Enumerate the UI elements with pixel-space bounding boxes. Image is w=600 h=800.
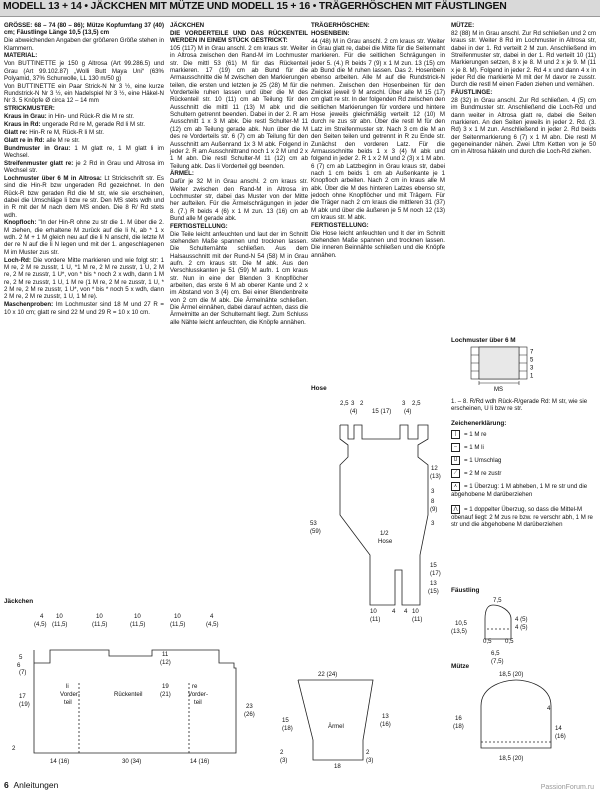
paragraph bbox=[451, 97, 596, 156]
diagram-label: Hose bbox=[378, 538, 393, 545]
diagram-label: 14 (16) bbox=[190, 758, 210, 765]
body-text: Dafür je 32 M in Grau anschl. 2 cm kraus str. Weiter zwischen den Rand-M in Altrosa im Lochmuster str, dabei das Muster von der Mitte her aufteilen. Für die Ärmelschrägungen in jeder 8. (7.) R beids 4 (6) x 1 M zun. 13 (16) cm ab Bund alle M gerade abk. bbox=[170, 178, 308, 222]
lochmuster-note: 1. – 8. R/Rd wdh Rück-R/gerade Rd: M str, wie sie erscheinen, U li bzw re str. bbox=[451, 398, 588, 413]
legend-title: Zeichenerklärung: bbox=[451, 420, 507, 427]
body-text: Im Lochmuster sind 18 M und 27 R = 10 x 10 cm; glatt re sind 22 M und 29 R = 10 x 10 cm. bbox=[4, 301, 164, 316]
page-footer bbox=[4, 780, 58, 790]
paragraph bbox=[170, 22, 308, 29]
diagram-label: re bbox=[192, 683, 198, 690]
paragraph bbox=[4, 257, 164, 301]
diagram-label: 2 bbox=[360, 400, 364, 407]
diagram-label: teil bbox=[194, 699, 202, 706]
bold-lead: Bundmuster in Grau: bbox=[4, 144, 71, 152]
diagram-label: 18,5 (20) bbox=[499, 755, 524, 762]
diagram-label: 4 (5) bbox=[515, 616, 528, 623]
bold-lead: TRÄGERHÖSCHEN: bbox=[311, 22, 370, 29]
legend-item bbox=[451, 482, 596, 498]
paragraph bbox=[451, 89, 596, 96]
diagram-label: (4) bbox=[404, 408, 412, 415]
diagram-label: 5 bbox=[19, 654, 23, 661]
legend-symbol-icon: – bbox=[451, 443, 460, 452]
diagram-label: 18 bbox=[334, 763, 341, 770]
diagram-label: (13,5) bbox=[451, 628, 467, 635]
diagram-label: (13) bbox=[430, 473, 441, 480]
aermel-diagram bbox=[278, 670, 418, 770]
paragraph bbox=[4, 113, 164, 120]
body-text: alle M re str. bbox=[44, 136, 80, 144]
diagram-label: (59) bbox=[310, 528, 321, 535]
diagram-label: 10 bbox=[96, 613, 103, 620]
diagram-label: li bbox=[66, 683, 69, 690]
diagram-label: (11,5) bbox=[52, 621, 68, 628]
legend-text: = 1 doppelter Überzug, so dass die Mittel-M obenauf liegt: 2 M zus re bzw. re verschr abh, 1 M re str und die abgehobene M darüberziehen bbox=[451, 506, 593, 529]
diagram-label: (17) bbox=[430, 570, 441, 577]
body-text: Hin-R re M, Rück-R li M str. bbox=[27, 128, 104, 136]
bold-lead: Maschenproben: bbox=[4, 301, 54, 309]
paragraph bbox=[311, 230, 445, 259]
jaeckchen-diagram bbox=[4, 608, 274, 768]
diagram-label: (9) bbox=[430, 506, 438, 513]
diagram-label: 53 bbox=[310, 520, 317, 527]
body-text: je 2 Rd in Grau und Altrosa im Wechsel str. bbox=[4, 159, 164, 175]
paragraph bbox=[451, 30, 596, 89]
page-title: MODELL 13 + 14 • JÄCKCHEN MIT MÜTZE UND MODELL 15 + 16 • TRÄGERHÖSCHEN MIT FÄUSTLINGEN bbox=[3, 1, 507, 12]
paragraph bbox=[4, 60, 164, 82]
legend-symbol-icon: ⋀ bbox=[451, 505, 460, 514]
diagram-label: 3 bbox=[431, 520, 435, 527]
legend-symbol-icon: U bbox=[451, 456, 460, 465]
bold-lead: ÄRMEL: bbox=[170, 170, 194, 178]
lochmuster-title: Lochmuster über 6 M bbox=[451, 337, 516, 344]
paragraph bbox=[4, 145, 164, 160]
legend-text: = 1 Umschlag bbox=[464, 457, 502, 465]
paragraph bbox=[4, 121, 164, 128]
paragraph bbox=[4, 83, 164, 105]
paragraph bbox=[4, 37, 164, 52]
body-text: Die vordere Mitte markieren und wie folgt str: 1 M re, 2 M re zusstr, 1 U, *1 M re, 2 M re zusstr, 1 U, 2 M re, 2 M re zusstr, 1 U*, von * bis * noch 2 x wdh, dann 1 M re, 2 M re zusstr, 1 U, 1 M re (1 M re, 2 M re zusstr, 1 U, * 2 M re, 2 M re zusstr, 1 U*, von * bis * noch 5 x wdh, dann 2 M re, 2 M re zusstr, 1 U, 1 M re). bbox=[4, 256, 164, 301]
paragraph bbox=[4, 160, 164, 175]
diagram-label: (11,5) bbox=[92, 621, 108, 628]
bold-lead: Glatt re: bbox=[4, 128, 28, 136]
body-text: Von BUTTINETTE je 150 g Altrosa (Art 99.286.5) und Grau (Art 99.102.87) „Wolli Butt Maya Uni“ (63% Polyamid, 37% Schurwolle, LL 130 m/50 g) bbox=[4, 60, 164, 82]
lochmuster-row-3: 3 bbox=[530, 365, 534, 372]
paragraph bbox=[170, 170, 308, 177]
diagram-label: (4) bbox=[350, 408, 358, 415]
paragraph bbox=[311, 30, 445, 37]
diagram-label: 0,5 bbox=[505, 638, 514, 645]
diagram-label: 18,5 (20) bbox=[499, 671, 524, 678]
bold-lead: Lochmuster über 6 M in Altrosa: bbox=[4, 174, 102, 182]
column-4 bbox=[451, 22, 596, 156]
diagram-label: 3 bbox=[402, 400, 406, 407]
bold-lead: JÄCKCHEN bbox=[170, 22, 205, 29]
body-text: 28 (32) in Grau anschl. Zur Rd schließen. 4 (5) cm im Bundmuster str. Anschließend die Loch-Rd und dann weiter in Altrosa glatt re, dabei die Seiten markieren. An den Seiten jeweils in jeder 2. Rd. (3. Rd) 3 x 1 M zun. Anschließend in jeder 2. Rd beids der Seitenmarkierung 6 (7) x 1 M abn. Die restl M gegeneinander nähen. Zwei Lftm Ketten von je 50 cm in Altrosa häkeln und durch die Loch-Rd ziehen. bbox=[451, 96, 596, 156]
bold-lead: MÜTZE: bbox=[451, 22, 475, 29]
paragraph bbox=[170, 178, 308, 222]
diagram-label: 3 bbox=[431, 488, 435, 495]
paragraph bbox=[451, 22, 596, 29]
diagram-label: 19 bbox=[162, 683, 169, 690]
diagram-label: 13 bbox=[430, 580, 437, 587]
diagram-label: (18) bbox=[453, 723, 464, 730]
diagram-label: 0,5 bbox=[483, 638, 492, 645]
diagram-label: 15 bbox=[430, 562, 437, 569]
diagram-label: Vorder- bbox=[60, 691, 80, 698]
diagram-label: 3 bbox=[351, 400, 355, 407]
diagram-label: 2 bbox=[280, 749, 284, 756]
diagram-label: 4 bbox=[40, 613, 44, 620]
diagram-label: 10 bbox=[412, 608, 419, 615]
legend-item bbox=[451, 469, 596, 478]
body-text: 82 (88) M in Grau anschl. Zur Rd schließen und 2 cm kraus str. Weiter 8 Rd im Lochmuster in Altrosa str, dabei in der 1. Rd verteilt 2 M zun. Anschließend im Streifenmuster str, dabei in der 1. Rd verteilt 10 (11) Markierungen setzen, 8 x je 8. M und 2 x je 9. M (11 x je 8. M). Folgend in jeder 2. Rd 4 x und dann 4 x in jeder Rd die markierte M mit der M davor re zusstr. Durch die restl M einen Faden ziehen und vernähen. bbox=[451, 29, 596, 89]
diagram-label: 4 bbox=[210, 613, 214, 620]
diagram-label: Ärmel bbox=[328, 723, 344, 730]
diagram-label: 14 (16) bbox=[50, 758, 70, 765]
body-text: "In der Hin-R ohne zu str die 1. M über die 2. M ziehen, die erhaltene M zurück auf die li N, ab * 1 x wdh. 2 M + 1 M gleich neu auf die li N anschl, die letzte M der re N auf die li N legen und mit der 1. angeschlagenen M im Muster zus str. bbox=[4, 219, 164, 256]
diagram-label: 6 bbox=[17, 662, 21, 669]
diagram-label: 10 bbox=[370, 608, 377, 615]
bold-lead: Kraus in Rd: bbox=[4, 120, 41, 128]
paragraph bbox=[311, 22, 445, 29]
diagram-label: (16) bbox=[380, 721, 391, 728]
bold-lead: Kraus in Grau: bbox=[4, 113, 47, 121]
bold-lead: FERTIGSTELLUNG: bbox=[170, 222, 228, 230]
diagram-label: 23 bbox=[246, 703, 253, 710]
paragraph bbox=[4, 22, 164, 37]
legend-text: = 2 M re zustr bbox=[464, 470, 502, 478]
diagram-label: (3) bbox=[280, 757, 288, 764]
diagram-label: 8 bbox=[431, 498, 435, 505]
diagram-label: 11 bbox=[162, 651, 169, 658]
diagram-label: 6,5 bbox=[491, 650, 500, 657]
lochmuster-row-1: 1 bbox=[530, 373, 534, 380]
muetze-diagram bbox=[451, 670, 596, 775]
diagram-label: (19) bbox=[19, 701, 30, 708]
legend-symbol-icon: ⋏ bbox=[451, 482, 460, 491]
bold-lead: GRÖSSE: 68 – 74 (80 – 86); Mütze Kopfumfang 37 (40) cm; Fäustlinge Länge 10,5 (13,5) cm bbox=[4, 22, 164, 37]
diagram-label: (4,5) bbox=[34, 621, 47, 628]
column-2 bbox=[170, 22, 308, 327]
diagram-label: 15 (17) bbox=[372, 408, 392, 415]
legend-item bbox=[451, 505, 596, 529]
diagram-label: 10,5 bbox=[455, 620, 467, 627]
bold-lead: FÄUSTLINGE: bbox=[451, 89, 493, 97]
legend-text: = 1 Überzug: 1 M abheben, 1 M re str und die abgehobene M darüberziehen bbox=[451, 483, 588, 498]
diagram-label: 30 (34) bbox=[122, 758, 142, 765]
lochmuster-row-5: 5 bbox=[530, 357, 534, 364]
diagram-label: 2,5 bbox=[340, 400, 349, 407]
lochmuster-row-7: 7 bbox=[530, 349, 534, 356]
lochmuster-ms: MS bbox=[494, 387, 503, 393]
diagram-label: (21) bbox=[160, 691, 171, 698]
bold-lead: Glatt re in Rd: bbox=[4, 136, 45, 144]
column-1 bbox=[4, 22, 164, 316]
diagram-label: (11,5) bbox=[170, 621, 186, 628]
diagram-label: Vorder- bbox=[188, 691, 208, 698]
legend-item bbox=[451, 456, 596, 465]
faeustling-title: Fäustling bbox=[451, 587, 480, 594]
diagram-label: 10 bbox=[56, 613, 63, 620]
paragraph bbox=[170, 45, 308, 170]
diagram-label: 1/2 bbox=[380, 530, 389, 537]
diagram-label: 7,5 bbox=[493, 597, 502, 604]
body-text: in Hin- und Rück-R die M re str. bbox=[46, 113, 135, 121]
bold-lead: Loch-Rd: bbox=[4, 256, 31, 264]
bold-lead: STRICKMUSTER: bbox=[4, 105, 55, 113]
diagram-label: 16 bbox=[455, 715, 462, 722]
body-text: 1 M glatt re, 1 M glatt li im Wechsel. bbox=[4, 144, 164, 159]
body-text: Die abweichenden Angaben der größeren Größe stehen in Klammern. bbox=[4, 37, 164, 52]
paragraph bbox=[170, 30, 308, 45]
jaeckchen-title: Jäckchen bbox=[4, 598, 34, 605]
hose-diagram bbox=[300, 395, 450, 640]
diagram-label: 15 bbox=[282, 717, 289, 724]
page-number: 6 bbox=[4, 780, 9, 790]
diagram-label: (18) bbox=[282, 725, 293, 732]
paragraph bbox=[4, 175, 164, 219]
legend-symbol-icon: | bbox=[451, 430, 460, 439]
paragraph bbox=[4, 137, 164, 144]
diagram-label: 17 bbox=[19, 693, 26, 700]
diagram-label: (7,5) bbox=[491, 658, 504, 665]
diagram-label: 14 bbox=[555, 725, 562, 732]
diagram-label: (16) bbox=[555, 733, 566, 740]
diagram-label: 13 bbox=[382, 713, 389, 720]
paragraph bbox=[170, 223, 308, 230]
diagram-label: 10 bbox=[134, 613, 141, 620]
diagram-label: 4 (5) bbox=[515, 624, 528, 631]
paragraph bbox=[4, 301, 164, 316]
diagram-label: (4,5) bbox=[206, 621, 219, 628]
legend-item bbox=[451, 443, 596, 452]
bold-lead: Knopfloch: bbox=[4, 219, 37, 227]
diagram-label: 22 (24) bbox=[318, 671, 338, 678]
faeustling-diagram bbox=[451, 595, 596, 665]
legend-text: = 1 M re bbox=[464, 431, 487, 439]
page-header bbox=[0, 0, 600, 17]
lochmuster-chart bbox=[451, 345, 541, 397]
body-text: Die Hose leicht anfeuchten und lt der im Schnitt stehenden Maße spannen und trocknen lassen. Die inneren Beinnähte schließen und die Knöpfe annähen. bbox=[311, 229, 445, 259]
watermark: PassionForum.ru bbox=[540, 784, 594, 791]
paragraph bbox=[311, 38, 445, 222]
diagram-label: (3) bbox=[366, 757, 374, 764]
muetze-title: Mütze bbox=[451, 663, 470, 670]
legend-item bbox=[451, 430, 596, 439]
bold-lead: MATERIAL: bbox=[4, 52, 38, 60]
diagram-label: 2,5 bbox=[412, 400, 421, 407]
section-name: Anleitungen bbox=[13, 780, 59, 790]
legend-symbol-icon: ⟋ bbox=[451, 469, 460, 478]
hose-title: Hose bbox=[311, 385, 327, 392]
diagram-label: (15) bbox=[428, 588, 439, 595]
paragraph bbox=[4, 219, 164, 256]
body-text: ungerade Rd re M, gerade Rd li M str. bbox=[40, 120, 145, 128]
diagram-label: (26) bbox=[244, 711, 255, 718]
body-text: Lt Strickschrift str. Es sind die Hin-R bzw ungeraden Rd gezeichnet. In den Rück-R bzw geraden Rd die M str, wie sie erscheinen, dabei die Umschläge li bzw re str. Den MS stets wdh und in R mit der M nach dem MS enden. Die 8 R/ Rd stets wdh. bbox=[4, 174, 164, 219]
diagram-label: 4 bbox=[404, 608, 408, 615]
body-text: 44 (48) M in Grau anschl. 2 cm kraus str. Weiter in Grau glatt re, dabei die Mitte für die Seitennaht markieren. Für die seitlichen Schrägungen in jeder 5. (4.) R beids 7 (9) x 1 M zun. 13 (15) cm ab Bund die M ruhen lassen. Das 2. Hosenbein ebenso arbeiten. Alle M auf die Rundstrick-N nehmen. Zwischen den Hosenbeinen für den Zwickel jeweil 9 M anschl. Über alle M 15 (17) cm glatt re str. In der folgenden Rd zwischen den seitlichen Markierungen für vordere und hintere Hose jeweils gleichmäßig verteilt 12 (10) M durch re zus str abn. Über die restl M für den Latz im Streifenmuster str. Nach 3 cm die M an den Seiten teilen und getrennt in R zu Ende str. Zunächst den vorderen Latz. Für die Armausschnitte beids 1 x 3 (4) M abk und folgend in jeder 2. R 1 x 2 M und 2 (3) x 1 M abn. 6 (7) cm ab Latzbeginn in Grau kraus str, dabei nach 1 cm beids 1 cm ab Außenkante je 1 Knopfloch arbeiten. Nach 2 cm in kraus alle M abk. Über die M des hinteren Latzes ebenso str, jedoch ohne Knopflöcher und mit Trägern. Für die Träger nach 2 cm kraus die mittleren 31 (37) M abk und über die äußeren je 5 M noch 12 (13) cm kraus str. M abk. bbox=[311, 37, 445, 221]
paragraph bbox=[4, 105, 164, 112]
diagram-label: 10 bbox=[174, 613, 181, 620]
diagram-label: (11) bbox=[370, 616, 381, 623]
body-text: Die Teile leicht anfeuchten und laut der im Schnitt stehenden Maße spannen und trocknen lassen. Die Schulternähte schließen. Aus dem Halsausschnitt mit der Rund-N 54 (58) M in Grau aufn. 2 cm kraus str. Die M abk. Aus den Verschlusskanten je 51 (59) M aufn. 1 cm kraus str. Nun in eine der Blenden 3 Knopflöcher arbeiten, das erste 6 M ab oberer Kante und 2 x im Abstand von 3 (4) cm. Bei einer Blendenbreite von 2 cm die M abk. Die Ärmelnähte schließen. Die Ärmel einnähen, dabei darauf achten, dass die Ärmelmitte an der Schulternaht liegt. Zum Schluss alle Nähte leicht anfeuchten, die Knöpfe annähen. bbox=[170, 230, 308, 326]
paragraph bbox=[4, 129, 164, 136]
column-3 bbox=[311, 22, 445, 260]
paragraph bbox=[170, 231, 308, 326]
bold-lead: DIE VORDERTEILE UND DAS RÜCKENTEIL WERDEN IN EINEM STÜCK GESTRICKT: bbox=[170, 29, 308, 45]
diagram-label: 12 bbox=[431, 465, 438, 472]
diagram-label: 2 bbox=[366, 749, 370, 756]
body-text: 105 (117) M in Grau anschl. 2 cm kraus str. Weiter in Altrosa zwischen den Rand-M im Lochmuster str. Die mittl 53 (61) M für das Rückenteil markieren. 17 (19) cm ab Bund für die Armausschnitte die M zwischen den Markierungen teilen, die ersten und letzten je 25 (28) M für die Vorderteile ruhen lassen und über die M des Rückenteil str. 10 (11) cm ab Teilung für den Ausschnitt die mittl 11 (13) M abk und die Schultern getrennt beenden. Dabei in der 2. R am Ausschnitt 1 x 3 M abk. Die restl Schulter-M 11 (12) cm ab Teilung gerade abk. Nun über die M des re Vorderteils str. 6 (7) cm ab Teilung für den Ausschnitt am Außenrand 1x 3 M abk. Folgend in jeder 2. R am Ausschnittrand noch 1 x 2 M und 2 x 1 M abn. Die restl Schulter-M 11 (12) cm ab Teilung abk. Das li Vorderteil ggl beenden. bbox=[170, 45, 308, 170]
paragraph bbox=[4, 52, 164, 59]
bold-lead: FERTIGSTELLUNG: bbox=[311, 221, 369, 229]
diagram-label: Rückenteil bbox=[114, 691, 143, 698]
bold-lead: Streifenmuster glatt re: bbox=[4, 159, 74, 167]
diagram-label: 4 bbox=[547, 705, 551, 712]
diagram-label: (12) bbox=[160, 659, 171, 666]
legend-text: = 1 M li bbox=[464, 444, 484, 452]
diagram-label: (11) bbox=[412, 616, 423, 623]
diagram-label: 2 bbox=[12, 745, 16, 752]
bold-lead: HOSENBEIN: bbox=[311, 29, 350, 37]
diagram-label: (11,5) bbox=[130, 621, 146, 628]
paragraph bbox=[311, 222, 445, 229]
diagram-label: 4 bbox=[392, 608, 396, 615]
diagram-label: (7) bbox=[19, 669, 27, 676]
diagram-label: teil bbox=[64, 699, 72, 706]
body-text: Von BUTTINETTE ein Paar Strick-N Nr 3 ½, eine kurze Rundstrick-N Nr 3 ½, ein Nadelspiel Nr 3 ½, eine Häkel-N Nr 3. 5 Knöpfe Ø circa 12 – 14 mm bbox=[4, 82, 164, 105]
